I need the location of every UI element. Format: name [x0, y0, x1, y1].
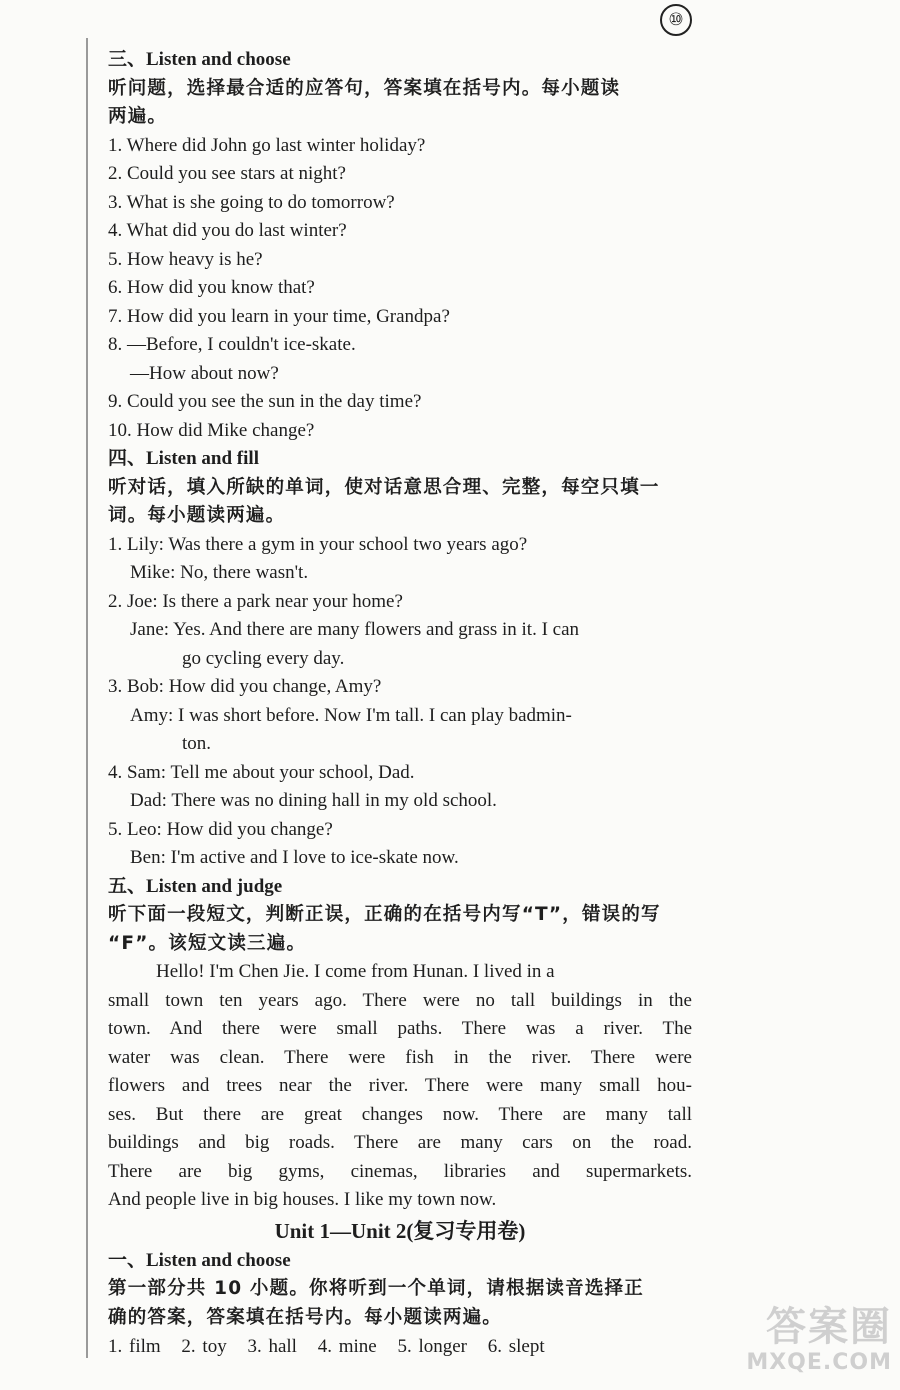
word-option: 2. toy — [181, 1336, 227, 1357]
question-item: 1. Where did John go last winter holiday? — [108, 134, 426, 156]
watermark-logo: 答案圈 — [766, 1304, 892, 1350]
passage — [108, 958, 692, 1215]
question-item: 2. Could you see stars at night? — [108, 163, 346, 184]
dialogue-reply: Dad: There was no dining hall in my old school. — [130, 790, 497, 811]
question-item: 9. Could you see the sun in the day time? — [108, 391, 422, 412]
watermark-url: MXQE.COM — [746, 1350, 892, 1375]
passage-line: water was clean. There were fish in the river. There were — [108, 1046, 692, 1068]
dialogue-reply: Amy: I was short before. Now I'm tall. I can play badmin- — [130, 704, 572, 726]
passage-line: There are big gyms, cinemas, libraries and supermarkets. — [108, 1160, 692, 1182]
passage-line: town. And there were small paths. There was a river. The — [108, 1018, 692, 1039]
passage-line: And people live in big houses. I like my town now. — [108, 1189, 497, 1210]
dialogue-line: 2. Joe: Is there a park near your home? — [108, 590, 403, 612]
dialogue-reply: Jane: Yes. And there are many flowers and grass in it. I can — [130, 619, 580, 640]
dialogue-continuation: ton. — [182, 733, 212, 754]
word-option: 4. mine — [317, 1336, 377, 1357]
question-item: 10. How did Mike change? — [108, 419, 315, 441]
passage-line: flowers and trees near the river. There were many small hou- — [108, 1075, 692, 1096]
page-content — [108, 46, 692, 1362]
question-item: 7. How did you learn in your time, Grandpa? — [108, 305, 450, 327]
question-item-continuation: —How about now? — [130, 362, 279, 384]
dialogue-reply: Mike: No, there wasn't. — [130, 562, 309, 583]
dialogue-line: 3. Bob: How did you change, Amy? — [108, 676, 382, 697]
section5-title: 五、Listen and judge — [108, 875, 283, 897]
dialogue-reply: Ben: I'm active and I love to ice-skate now. — [130, 847, 459, 868]
page-number: ⑩ — [660, 4, 692, 36]
section4-instruction-line: 听对话，填入所缺的单词，使对话意思合理、完整，每空只填一 — [108, 476, 660, 498]
unit-instruction-line: 第一部分共 10 小题。你将听到一个单词，请根据读音选择正 — [108, 1278, 644, 1299]
section5-instruction-line: 听下面一段短文，判断正误，正确的在括号内写“T”，错误的写 — [108, 904, 661, 925]
word-options — [108, 1332, 692, 1362]
question-item: 5. How heavy is he? — [108, 248, 263, 270]
passage-line: Hello! I'm Chen Jie. I come from Hunan. I lived in a — [156, 961, 555, 982]
passage-line: buildings and big roads. There are many cars on the road. — [108, 1132, 692, 1153]
section4-instruction-line: 词。每小题读两遍。 — [108, 505, 286, 526]
word-option: 3. hall — [247, 1336, 297, 1357]
question-item: 4. What did you do last winter? — [108, 220, 347, 241]
passage-line: small town ten years ago. There were no tall buildings in the — [108, 989, 692, 1011]
question-item: 6. How did you know that? — [108, 277, 315, 298]
section3-title: 三、Listen and choose — [108, 49, 291, 70]
question-item: 3. What is she going to do tomorrow? — [108, 191, 395, 213]
dialogue-line: 4. Sam: Tell me about your school, Dad. — [108, 761, 415, 783]
dialogue-line: 1. Lily: Was there a gym in your school two years ago? — [108, 533, 528, 555]
dialogue-continuation: go cycling every day. — [182, 647, 345, 669]
word-option: 1. film — [108, 1336, 161, 1357]
word-option: 5. longer — [397, 1336, 467, 1357]
unit-section1-title: 一、Listen and choose — [108, 1249, 291, 1271]
margin-rule — [86, 38, 88, 1358]
word-option: 6. slept — [487, 1336, 545, 1357]
dialogue-line: 5. Leo: How did you change? — [108, 818, 333, 840]
question-item: 8. —Before, I couldn't ice-skate. — [108, 334, 356, 355]
watermark — [702, 1304, 892, 1384]
unit-instruction-line: 确的答案，答案填在括号内。每小题读两遍。 — [108, 1306, 503, 1328]
section5-instruction-line: “F”。该短文读三遍。 — [108, 932, 307, 954]
section3-instruction-line: 听问题，选择最合适的应答句，答案填在括号内。每小题读 — [108, 77, 621, 99]
section3-instruction-line: 两遍。 — [108, 106, 168, 127]
section4-title: 四、Listen and fill — [108, 448, 259, 469]
passage-line: ses. But there are great changes now. There are many tall — [108, 1103, 692, 1125]
unit-title: Unit 1—Unit 2(复习专用卷) — [274, 1218, 526, 1243]
